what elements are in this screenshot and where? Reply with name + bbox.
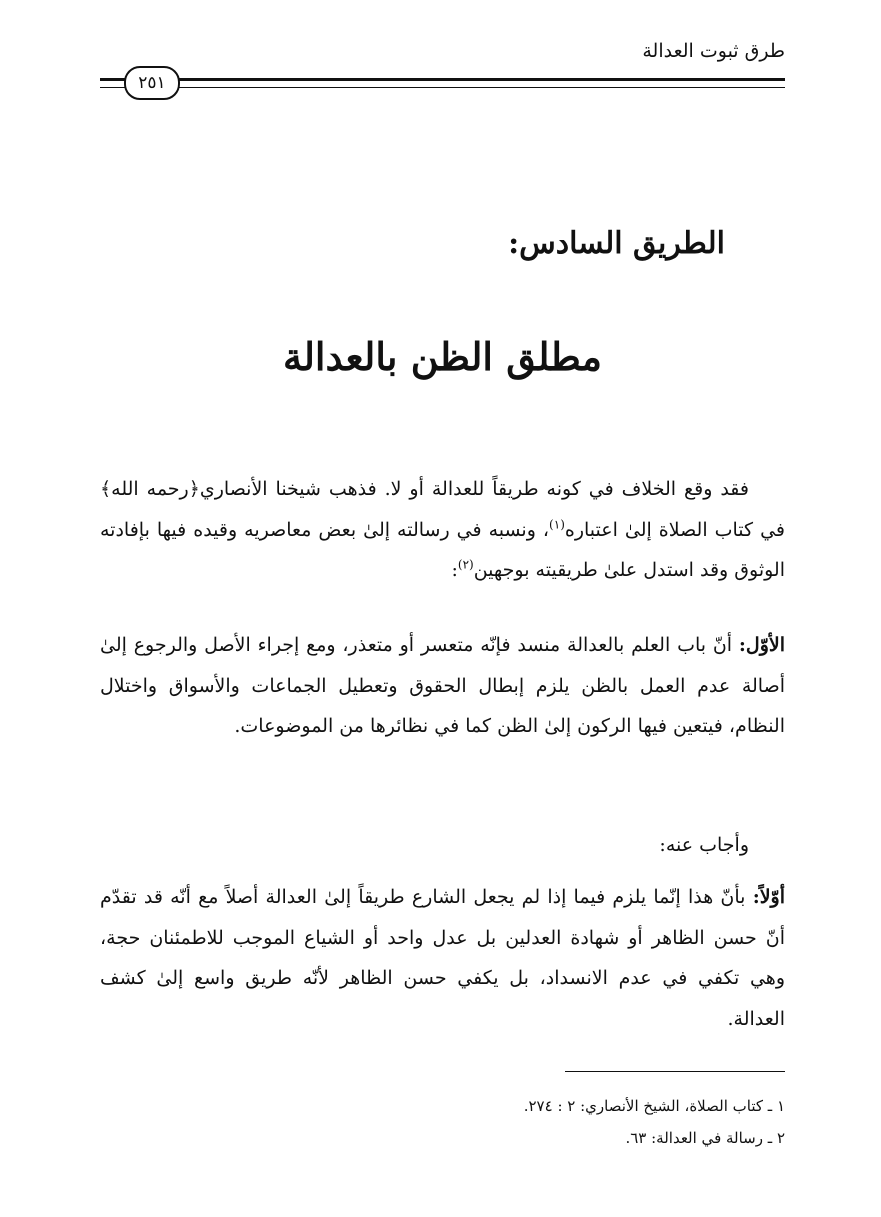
footnote-1: ١ ـ كتاب الصلاة، الشيخ الأنصاري: ٢ : ٢٧٤. bbox=[523, 1097, 785, 1115]
section-label: الطريق السادس: bbox=[508, 226, 725, 261]
paragraph-first-argument bbox=[100, 625, 785, 747]
first-reply-text: بأنّ هذا إنّما يلزم فيما إذا لم يجعل الشارع طريقاً إلىٰ العدالة أصلاً مع أنّه قد تقدّم أنّ حسن الظاهر أو شهادة العدلين بل عدل واحد أو الشياع الموجب للاطمئنان حجة، وهي تكفي في عدم الانسداد، بل يكفي حسن الظاهر لأنّه طريق واسع إلىٰ كشف العدالة. bbox=[100, 886, 785, 1030]
footnote-2: ٢ ـ رسالة في العدالة: ٦٣. bbox=[625, 1129, 785, 1147]
paragraph-reply-intro: وأجاب عنه: bbox=[659, 834, 749, 856]
running-header-title: طرق ثبوت العدالة bbox=[642, 40, 785, 62]
footnote-separator bbox=[565, 1071, 785, 1072]
paragraph-intro-text-b: ، ونسبه في رسالته إلىٰ بعض معاصريه وقيده فيها بإفادته الوثوق وقد استدل علىٰ طريقيته بوجهين bbox=[100, 518, 785, 581]
footnote-ref-2[interactable]: (٢) bbox=[457, 557, 474, 572]
footnote-ref-1[interactable]: (١) bbox=[549, 517, 565, 532]
paragraph-intro-text-c: : bbox=[451, 559, 458, 581]
paragraph-intro bbox=[100, 469, 785, 591]
first-argument-lead: الأوّل: bbox=[738, 634, 785, 656]
section-title: مطلق الظن بالعدالة bbox=[282, 334, 602, 379]
first-reply-lead: أوّلاً: bbox=[752, 886, 785, 908]
paragraph-intro-text-a: فقد وقع الخلاف في كونه طريقاً للعدالة أو لا. فذهب شيخنا الأنصاري﴿رحمه الله﴾ في كتاب الصلاة إلىٰ اعتباره bbox=[100, 478, 786, 541]
footnotes bbox=[300, 1090, 785, 1154]
header-rule bbox=[100, 78, 785, 88]
first-argument-text: أنّ باب العلم بالعدالة منسد فإنّه متعسر أو متعذر، ومع إجراء الأصل والرجوع إلىٰ أصالة عدم العمل بالظن يلزم إبطال الحقوق وتعطيل الجماعات والأسواق واختلال النظام، فيتعين فيها الركون إلىٰ الظن كما في نظائرها من الموضوعات. bbox=[100, 634, 785, 737]
page-number: ٢٥١ bbox=[124, 66, 180, 100]
paragraph-first-reply bbox=[100, 877, 785, 1039]
